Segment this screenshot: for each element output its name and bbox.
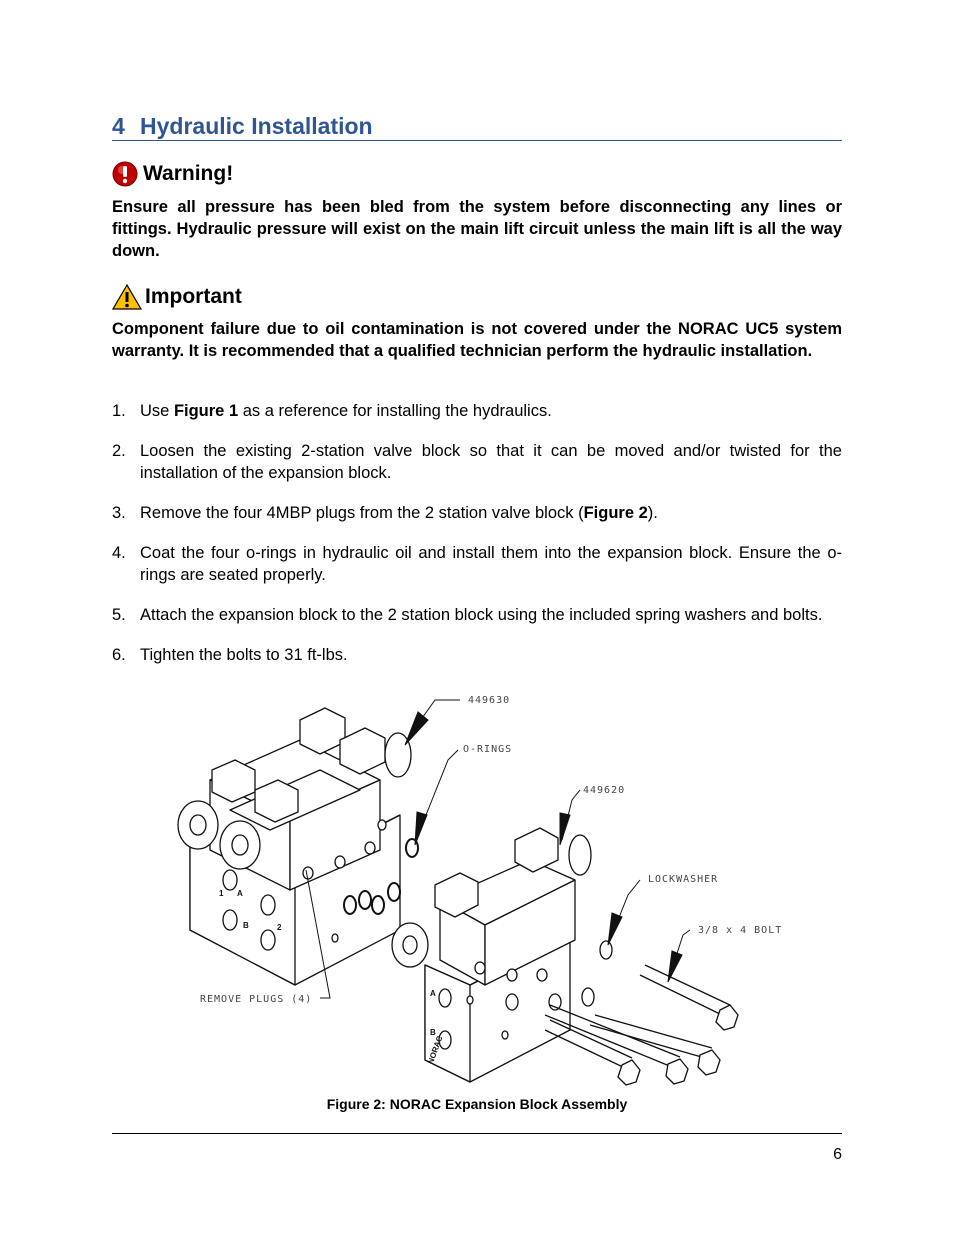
section-title: Hydraulic Installation <box>140 113 373 139</box>
step-reference: Figure 2 <box>583 504 648 522</box>
part-number-label-a: 449630 <box>468 695 511 706</box>
step-text: Use <box>140 402 174 420</box>
connector-box <box>340 728 385 774</box>
list-item <box>112 440 842 484</box>
step-number: 4. <box>112 544 126 562</box>
o-ring <box>344 896 356 914</box>
list-item <box>112 604 842 626</box>
expansion-block-diagram <box>170 690 800 1090</box>
installation-steps <box>112 400 842 684</box>
list-item <box>112 502 842 524</box>
important-heading <box>112 284 242 310</box>
exclamation-circle-icon <box>112 161 140 187</box>
port-label: 1 <box>219 889 224 898</box>
port-label: B <box>243 921 249 930</box>
connector-box <box>300 708 345 754</box>
page-number: 6 <box>833 1146 842 1163</box>
lockwasher <box>600 941 612 959</box>
footer-rule <box>112 1133 842 1134</box>
step-text-end: ). <box>647 504 658 522</box>
bolt-label: 3/8 x 4 BOLT <box>698 925 783 936</box>
step-number: 1. <box>112 402 126 420</box>
port-label: B <box>430 1028 436 1037</box>
warning-text: Ensure all pressure has been bled from the system before disconnecting any lines or fittings. Hydraulic pressure will exist on the main lift circuit unless the main lift is all the way down. <box>112 198 842 260</box>
part-number-label-b: 449620 <box>583 785 626 796</box>
warning-heading <box>112 161 233 187</box>
block-brand-label: NORAC <box>426 1034 445 1066</box>
list-item <box>112 400 842 422</box>
warning-title: Warning! <box>143 162 234 185</box>
step-text-end: as a reference for installing the hydraulics. <box>238 402 552 420</box>
lockwasher-label: LOCKWASHER <box>648 874 719 885</box>
step-number: 3. <box>112 504 126 522</box>
step-reference: Figure 1 <box>173 402 239 420</box>
step-text: Tighten the bolts to 31 ft-lbs. <box>140 646 348 664</box>
bolt <box>590 1015 720 1075</box>
connector-box <box>515 828 558 872</box>
coil-knob <box>569 835 591 875</box>
step-number: 5. <box>112 606 126 624</box>
o-ring <box>388 883 400 901</box>
step-text: Coat the four o-rings in hydraulic oil and install them into the expansion block. Ensure the o-rings are seated properly. <box>140 544 842 584</box>
o-rings-label: O-RINGS <box>463 744 513 755</box>
o-ring <box>359 891 371 909</box>
step-text: Attach the expansion block to the 2 station block using the included spring washers and bolts. <box>140 606 823 624</box>
port-label: A <box>430 989 436 998</box>
important-title: Important <box>145 285 242 308</box>
section-number: 4 <box>112 113 125 139</box>
o-ring <box>372 896 384 914</box>
figure-caption: Figure 2: NORAC Expansion Block Assembly <box>326 1096 628 1112</box>
port-label: A <box>237 889 243 898</box>
list-item <box>112 542 842 586</box>
step-text: Remove the four 4MBP plugs from the 2 station valve block ( <box>140 504 584 522</box>
warning-triangle-icon <box>112 284 142 310</box>
section-heading <box>112 112 842 141</box>
step-number: 2. <box>112 442 126 460</box>
bolt <box>640 965 738 1030</box>
list-item <box>112 644 842 666</box>
remove-plugs-label: REMOVE PLUGS (4) <box>200 994 313 1005</box>
step-text: Loosen the existing 2-station valve block so that it can be moved and/or twisted for the installation of the expansion block. <box>140 442 842 482</box>
port-label: 2 <box>277 923 282 932</box>
important-text: Component failure due to oil contamination is not covered under the NORAC UC5 system warranty. It is recommended that a qualified technician perform the hydraulic installation. <box>112 320 842 360</box>
step-number: 6. <box>112 646 126 664</box>
lockwasher <box>582 988 594 1006</box>
